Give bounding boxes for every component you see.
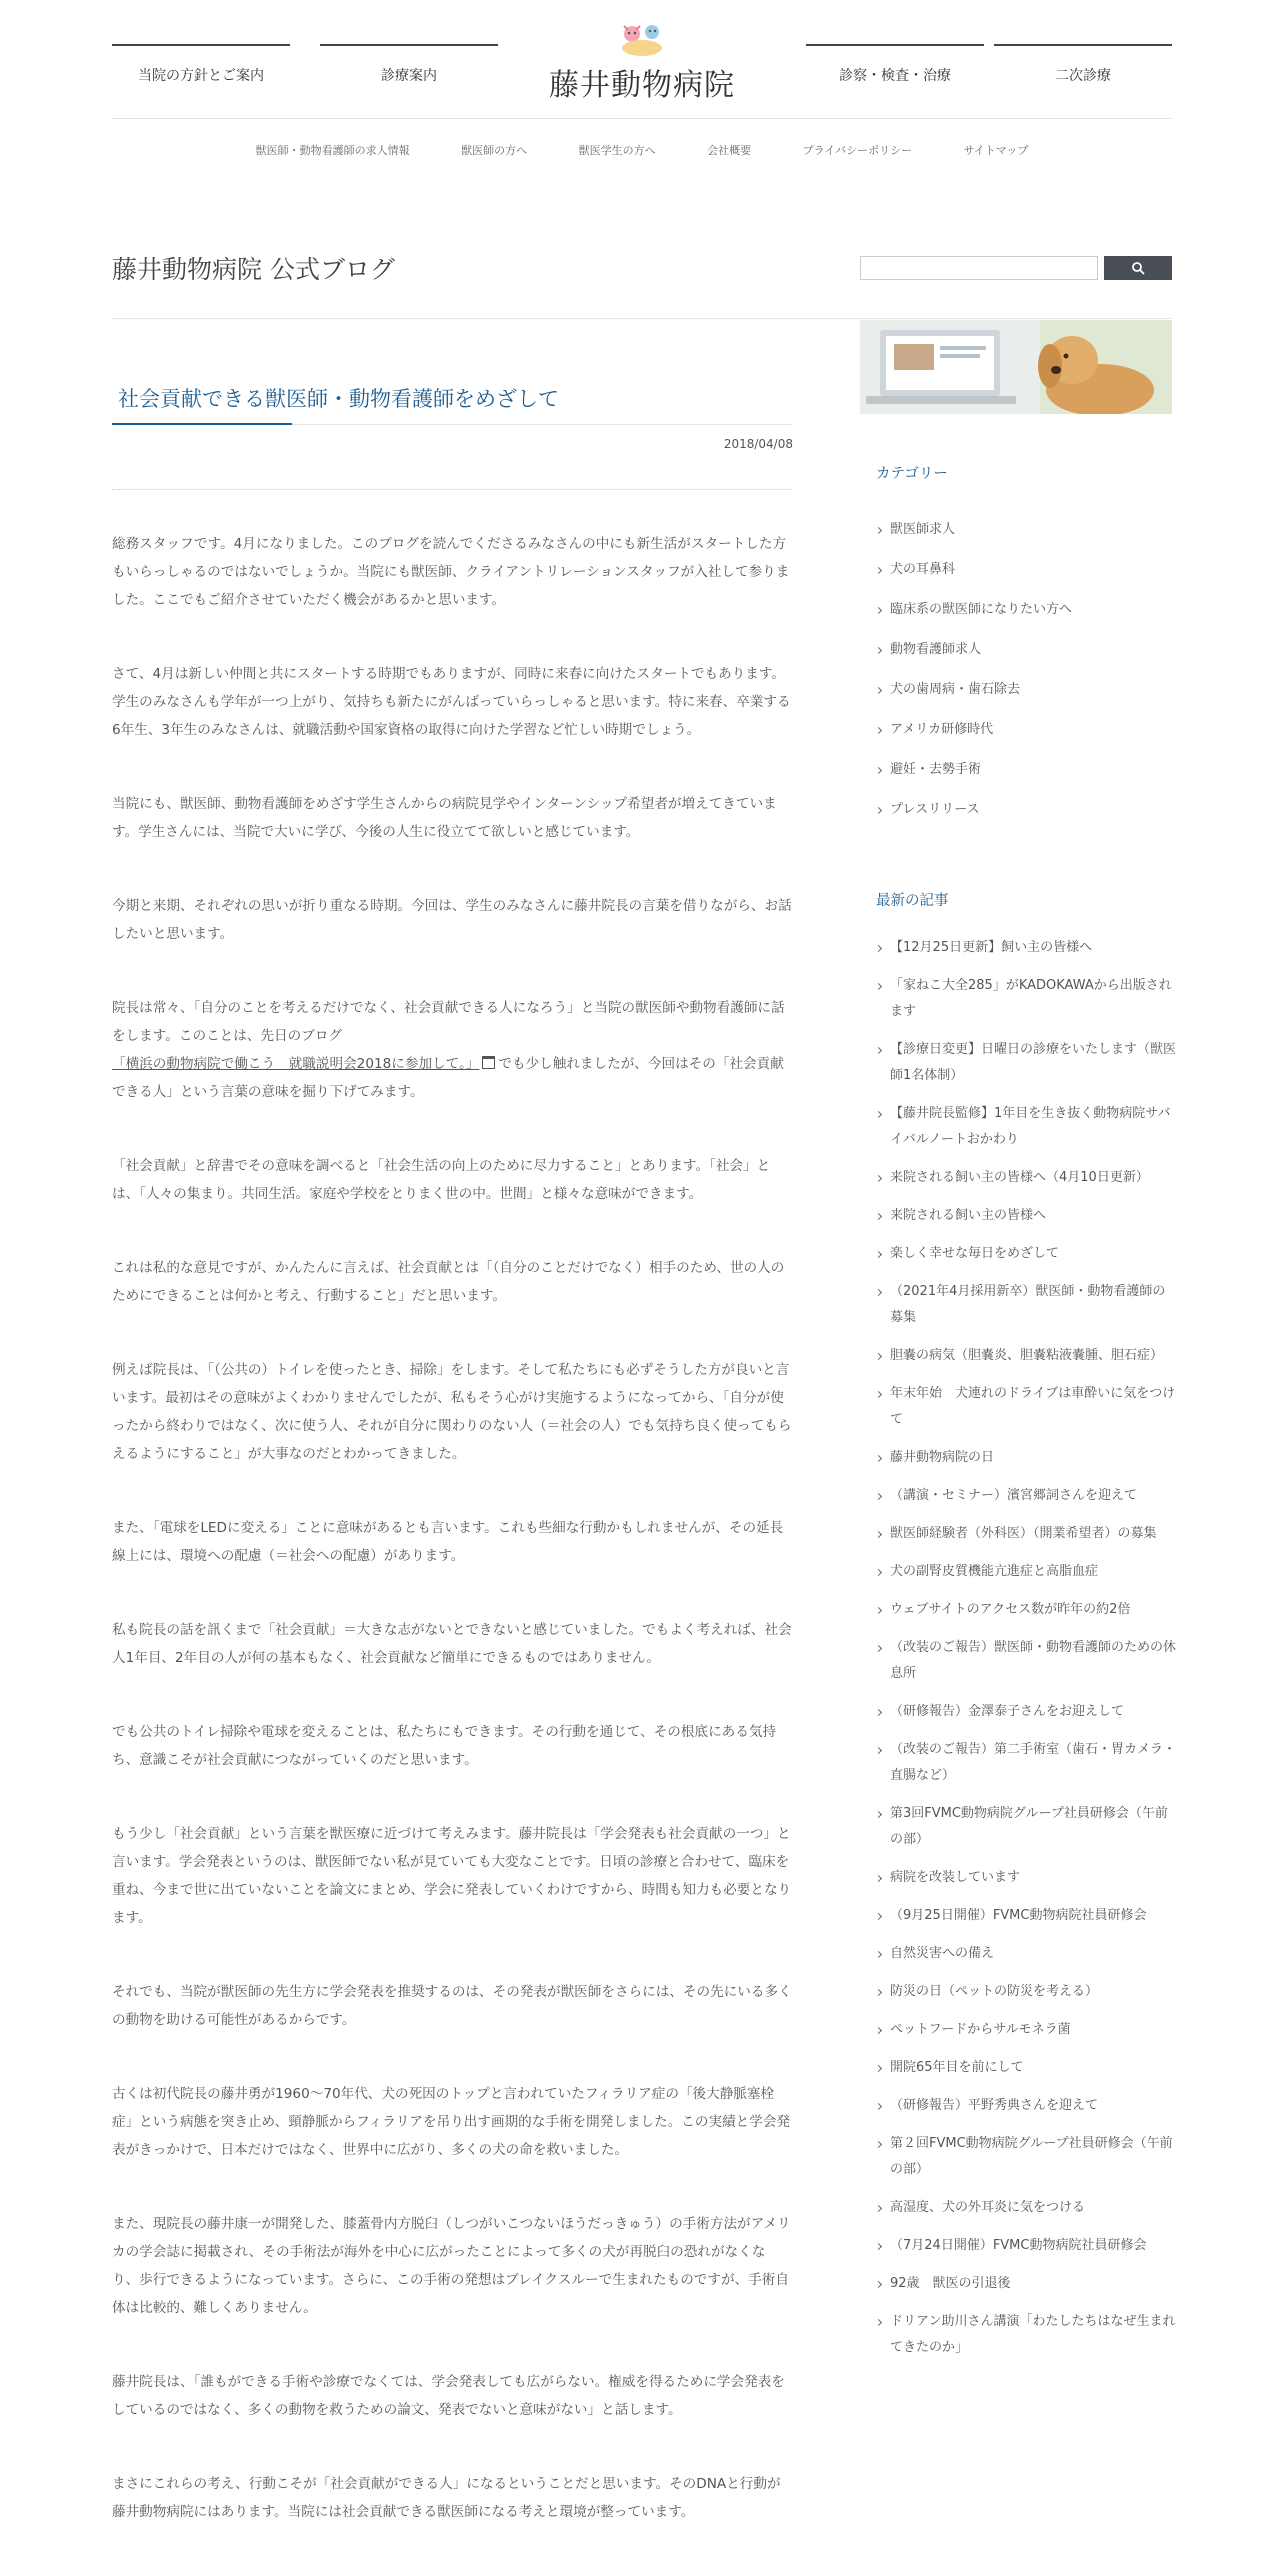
subnav-recruit[interactable]: 獣医師・動物看護師の求人情報 [255, 144, 410, 157]
recent-post-item[interactable]: ペットフードからサルモネラ菌 [876, 2017, 1176, 2043]
nav-diagnosis[interactable]: 診察・検査・治療 [806, 44, 984, 106]
recent-post-item[interactable]: 獣医師経験者（外科医）（開業希望者）の募集 [876, 1521, 1176, 1547]
paragraph: それでも、当院が獣医師の先生方に学会発表を推奨するのは、その発表が獣医師をさらには、その先にいる多くの動物を助ける可能性があるからです。 [112, 1984, 792, 2028]
paragraph: 「社会貢献」と辞書でその意味を調べると「社会生活の向上のために尽力すること」とあります。「社会」とは、「人々の集まり。共同生活。家庭や学校をとりまく世の中。世間」と様々な意味ができます。 [112, 1158, 771, 1202]
recent-posts-list [876, 935, 1176, 2373]
date-divider [112, 489, 792, 490]
main-navigation [112, 44, 1172, 116]
subnav-privacy[interactable]: プライバシーポリシー [802, 144, 913, 157]
paragraph: まさにこれらの考え、行動こそが「社会貢献ができる人」になるということだと思います。そのDNAと行動が藤井動物病院にはあります。当院には社会貢献できる獣医師になる考えと環境が整っています。 [112, 2476, 781, 2520]
blog-title[interactable]: 藤井動物病院 公式ブログ [112, 255, 395, 284]
blog-link[interactable]: 「横浜の動物病院で働こう 就職説明会2018に参加して。」 [112, 1056, 480, 1072]
paragraph: 藤井院長は、「誰もができる手術や診療でなくては、学会発表しても広がらない。権威を得るために学会発表をしているのではなく、多くの動物を救うための論文、発表でないと意味がない」と話します。 [112, 2374, 785, 2418]
blog-divider [112, 318, 1172, 319]
recent-post-item[interactable]: 犬の副腎皮質機能亢進症と高脂血症 [876, 1559, 1176, 1585]
search-input[interactable] [860, 256, 1098, 280]
recent-post-item[interactable]: （9月25日開催）FVMC動物病院社員研修会 [876, 1903, 1176, 1929]
subnav-veterinarians[interactable]: 獣医師の方へ [461, 144, 528, 157]
category-item[interactable]: 避妊・去勢手術 [876, 757, 1176, 783]
recent-post-item[interactable]: 開院65年目を前にして [876, 2055, 1176, 2081]
nav-secondary-care[interactable]: 二次診療 [994, 44, 1172, 106]
paragraph: これは私的な意見ですが、かんたんに言えば、社会貢献とは「（自分のことだけでなく）相手のため、世の人のためにできることは何かと考え、行動すること」だと思います。 [112, 1260, 785, 1304]
category-item[interactable]: 犬の耳鼻科 [876, 557, 1176, 583]
recent-post-item[interactable]: 胆嚢の病気（胆嚢炎、胆嚢粘液嚢腫、胆石症） [876, 1343, 1176, 1369]
recent-post-item[interactable]: （改装のご報告）獣医師・動物看護師のための休息所 [876, 1635, 1176, 1687]
recent-post-item[interactable]: 年末年始 犬連れのドライブは車酔いに気をつけて [876, 1381, 1176, 1433]
subnav-students[interactable]: 獣医学生の方へ [578, 144, 656, 157]
paragraph: また、現院長の藤井康一が開発した、膝蓋骨内方脱臼（しつがいこつないほうだっきゅう）の手術方法がアメリカの学会誌に掲載され、その手術法が海外を中心に広がったことによって多くの犬が再脱臼の恐れがなくなり、歩行できるようになっています。さらに、この手術の発想はブレイクスルーで生まれたものですが、手術自体は比較的、難しくありません。 [112, 2216, 791, 2316]
recent-post-item[interactable]: 自然災害への備え [876, 1941, 1176, 1967]
recent-post-item[interactable]: （7月24日開催）FVMC動物病院社員研修会 [876, 2233, 1176, 2259]
recent-post-item[interactable]: （2021年4月採用新卒）獣医師・動物看護師の募集 [876, 1279, 1176, 1331]
category-heading: カテゴリー [876, 466, 948, 482]
search-icon [1131, 261, 1145, 275]
recent-post-item[interactable]: （研修報告）金澤泰子さんをお迎えして [876, 1699, 1176, 1725]
paragraph [112, 994, 792, 1106]
external-link-icon [482, 1056, 495, 1069]
post-date: 2018/04/08 [723, 437, 793, 451]
paragraph: 今期と来期、それぞれの思いが折り重なる時期。今回は、学生のみなさんに藤井院長の言葉を借りながら、お話したいと思います。 [112, 898, 792, 942]
subnav-sitemap[interactable]: サイトマップ [963, 144, 1029, 157]
sidebar-banner-image[interactable] [860, 320, 1172, 414]
recent-post-item[interactable]: 防災の日（ペットの防災を考える） [876, 1979, 1176, 2005]
recent-post-item[interactable]: （講演・セミナー）濱宮郷詞さんを迎えて [876, 1483, 1176, 1509]
paragraph: また、「電球をLEDに変える」ことに意味があるとも言います。これも些細な行動かもしれませんが、その延長線上には、環境への配慮（＝社会への配慮）があります。 [112, 1520, 784, 1564]
post-body [112, 530, 792, 2572]
subnav-company[interactable]: 会社概要 [707, 144, 752, 157]
recent-post-item[interactable]: 「家ねこ大全285」がKADOKAWAから出版されます [876, 973, 1176, 1025]
recent-posts-heading: 最新の記事 [876, 893, 949, 909]
site-logo[interactable] [542, 20, 742, 112]
recent-post-item[interactable]: 楽しく幸せな毎日をめざして [876, 1241, 1176, 1267]
recent-post-item[interactable]: 【12月25日更新】飼い主の皆様へ [876, 935, 1176, 961]
post-title: 社会貢献できる獣医師・動物看護師をめざして [118, 387, 559, 411]
header-divider [112, 118, 1172, 119]
recent-post-item[interactable]: 藤井動物病院の日 [876, 1445, 1176, 1471]
paragraph: 当院にも、獣医師、動物看護師をめざす学生さんからの病院見学やインターンシップ希望者が増えてきています。学生さんには、当院で大いに学び、今後の人生に役立てて欲しいと感じています。 [112, 796, 777, 840]
search-button[interactable] [1104, 256, 1172, 280]
recent-post-item[interactable]: ドリアン助川さん講演「わたしたちはなぜ生まれてきたのか」 [876, 2309, 1176, 2361]
dog-laptop-illustration [860, 320, 1172, 414]
paragraph: 私も院長の話を訊くまで「社会貢献」＝大きな志がないとできないと感じていました。でもよく考えれば、社会人1年目、2年目の人が何の基本もなく、社会貢献など簡単にできるものではありません。 [112, 1622, 792, 1666]
category-item[interactable]: 動物看護師求人 [876, 637, 1176, 663]
category-item[interactable]: 獣医師求人 [876, 517, 1176, 543]
recent-post-item[interactable]: 来院される飼い主の皆様へ [876, 1203, 1176, 1229]
paragraph: もう少し「社会貢献」という言葉を獣医療に近づけて考えみます。藤井院長は「学会発表も社会貢献の一つ」と言います。学会発表というのは、獣医師でない私が見ていても大変なことです。日頃の診療と合わせて、臨床を重ね、今まで世に出ていないことを論文にまとめ、学会に発表していくわけですから、時間も知力も必要となります。 [112, 1826, 792, 1926]
category-list [876, 517, 1176, 837]
recent-post-item[interactable]: 【診療日変更】日曜日の診療をいたします（獣医師1名体制） [876, 1037, 1176, 1089]
paragraph: さて、4月は新しい仲間と共にスタートする時期でもありますが、同時に来春に向けたスタートでもあります。学生のみなさんも学年が一つ上がり、気持ちも新たにがんばっていらっしゃると思います。特に来春、卒業する6年生、3年生のみなさんは、就職活動や国家資格の取得に向けた学習など忙しい時期でしょう。 [112, 666, 791, 738]
paragraph-text: でも少し触れましたが、今回はその「社会貢献できる人」という言葉の意味を掘り下げてみます。 [112, 1056, 784, 1100]
title-accent-bar [112, 423, 292, 425]
category-item[interactable]: 犬の歯周病・歯石除去 [876, 677, 1176, 703]
paragraph: 例えば院長は、「（公共の）トイレを使ったとき、掃除」をします。そして私たちにも必ずそうした方が良いと言います。最初はその意味がよくわかりませんでしたが、私もそう心がけ実施するようになってから、「自分が使ったから終わりではなく、次に使う人、それが自分に関わりのない人（＝社会の人）でも気持ち良く使ってもらえるようにすること」が大事なのだとわかってきました。 [112, 1362, 792, 1462]
recent-post-item[interactable]: ウェブサイトのアクセス数が昨年の約2倍 [876, 1597, 1176, 1623]
recent-post-item[interactable]: 来院される飼い主の皆様へ（4月10日更新） [876, 1165, 1176, 1191]
sub-navigation [112, 142, 1172, 166]
recent-post-item[interactable]: 病院を改装しています [876, 1865, 1176, 1891]
category-item[interactable]: プレスリリース [876, 797, 1176, 823]
nav-services[interactable]: 診療案内 [320, 44, 498, 106]
recent-post-item[interactable]: 高湿度、犬の外耳炎に気をつける [876, 2195, 1176, 2221]
paragraph: でも公共のトイレ掃除や電球を変えることは、私たちにもできます。その行動を通じて、その根底にある気持ち、意識こそが社会貢献につながっていくのだと思います。 [112, 1724, 777, 1768]
category-item[interactable]: 臨床系の獣医師になりたい方へ [876, 597, 1176, 623]
recent-post-item[interactable]: 第２回FVMC動物病院グループ社員研修会（午前の部） [876, 2131, 1176, 2183]
recent-post-item[interactable]: 第3回FVMC動物病院グループ社員研修会（午前の部） [876, 1801, 1176, 1853]
logo-text: 藤井動物病院 [549, 68, 735, 103]
paragraph: 総務スタッフです。4月になりました。このブログを読んでくださるみなさんの中にも新生活がスタートした方もいらっしゃるのではないでしょうか。当院にも獣医師、クライアントリレーションスタッフが入社して参りました。ここでもご紹介させていただく機会があるかと思います。 [112, 536, 790, 608]
recent-post-item[interactable]: （改装のご報告）第二手術室（歯石・胃カメラ・直腸など） [876, 1737, 1176, 1789]
paragraph-text: 院長は常々、「自分のことを考えるだけでなく、社会貢献できる人になろう」と当院の獣医師や動物看護師に話をします。このことは、先日のブログ [112, 1000, 785, 1044]
paragraph: 古くは初代院長の藤井勇が1960〜70年代、犬の死因のトップと言われていたフィラリア症の「後大静脈塞栓症」という病態を突き止め、頸静脈からフィラリアを吊り出す画期的な手術を開発しました。この実績と学会発表がきっかけで、日本だけではなく、世界中に広がり、多くの犬の命を救いました。 [112, 2086, 791, 2158]
recent-post-item[interactable]: 92歳 獣医の引退後 [876, 2271, 1176, 2297]
logo-mascot-icon [614, 20, 670, 58]
nav-policy[interactable]: 当院の方針とご案内 [112, 44, 290, 106]
recent-post-item[interactable]: （研修報告）平野秀典さんを迎えて [876, 2093, 1176, 2119]
category-item[interactable]: アメリカ研修時代 [876, 717, 1176, 743]
recent-post-item[interactable]: 【藤井院長監修】1年目を生き抜く動物病院サバイバルノートおかわり [876, 1101, 1176, 1153]
